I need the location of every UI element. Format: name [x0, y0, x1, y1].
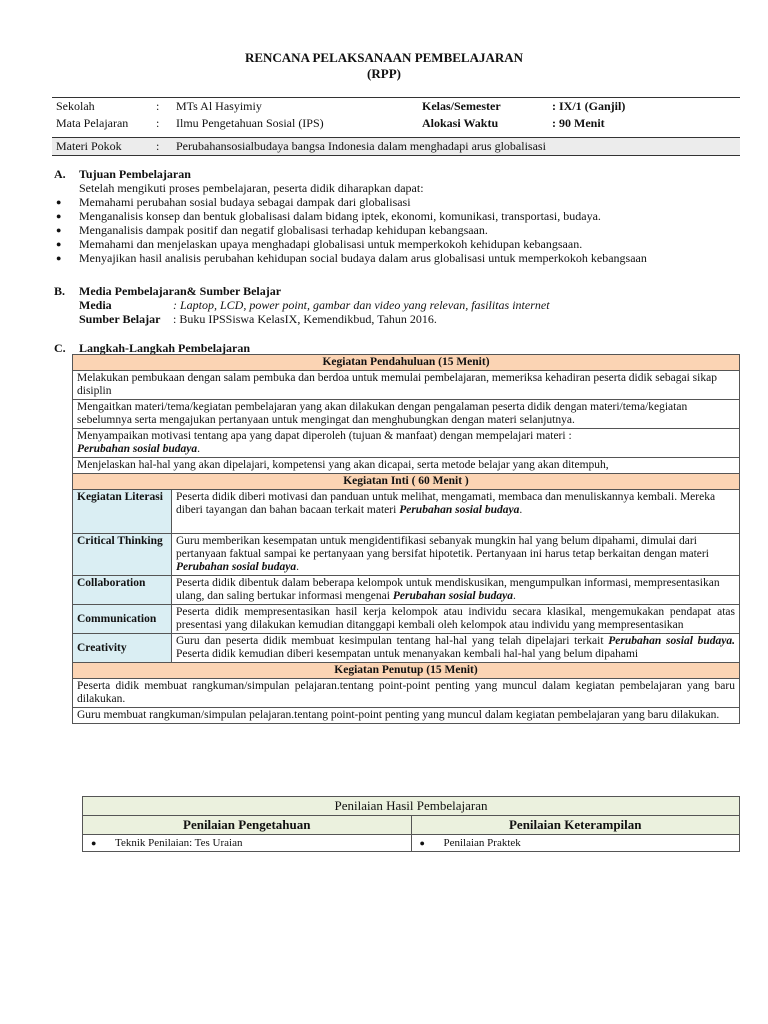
subject-label: Mata Pelajaran [56, 116, 129, 130]
colon: : [156, 116, 160, 130]
section-title: Media Pembelajaran& Sumber Belajar [79, 284, 282, 298]
materi-value: Perubahansosialbudaya bangsa Indonesia dalam menghadapi arus globalisasi [176, 139, 546, 153]
colon: : [156, 99, 160, 113]
inti-after: . [296, 561, 300, 573]
inti-cell [172, 605, 740, 634]
penutup-cell: Peserta didik membuat rangkuman/simpulan pelajaran.tentang point-point penting yang muncul dalam kegiatan pembelajaran yang baru dilakukan. [73, 679, 740, 708]
inti-text: Peserta didik mempresentasikan hasil kerja kelompok atau individu secara klasikal, mengemukakan pendapat atas presentasi yang dilakukan kemudian ditanggapi kembali oleh kelompok atau individu yang mempresentasikan [176, 606, 735, 631]
penilaian-keterampilan-item [411, 835, 740, 852]
class-label: Kelas/Semester [422, 99, 501, 113]
sumber-row [54, 312, 744, 326]
item-text: Penilaian Praktek [443, 837, 521, 849]
table-row [73, 474, 740, 490]
inti-topic: Perubahan sosial budaya [176, 561, 297, 573]
bullet-icon: ● [91, 838, 97, 848]
section-heading [54, 341, 250, 355]
table-row [73, 534, 740, 576]
inti-label: Collaboration [73, 576, 172, 605]
section-letter: B. [54, 284, 66, 298]
school-label: Sekolah [56, 99, 95, 113]
document-subtitle: (RPP) [367, 66, 401, 81]
inti-after: . [512, 590, 516, 602]
media-label: Media [79, 298, 112, 312]
identity-table [52, 97, 740, 135]
school-value: MTs Al Hasyimiy [176, 99, 262, 113]
inti-label: Creativity [73, 634, 172, 663]
pendahuluan-cell: Mengaitkan materi/tema/kegiatan pembelajaran yang akan dilakukan dengan pengalaman peserta didik dengan materi/tema/kegiatan sebelumnya serta mengajukan pertanyaan untuk mengingat dan menghubungkan dengan materi selanjutnya. [73, 400, 740, 429]
table-row [73, 576, 740, 605]
section-langkah [54, 341, 250, 355]
list-item: ● Memahami dan menjelaskan upaya menghadapi globalisasi untuk memperkokoh kehidupan kebangsaan. [54, 237, 744, 251]
inti-text: Guru dan peserta didik membuat kesimpulan tentang hal-hal yang telah dipelajari terkait [176, 635, 609, 647]
subject-value: Ilmu Pengetahuan Sosial (IPS) [176, 116, 324, 130]
list-item: ● Memahami perubahan sosial budaya sebagai dampak dari globalisasi [54, 195, 744, 209]
inti-label: Critical Thinking [73, 534, 172, 576]
document-title: RENCANA PELAKSANAAN PEMBELAJARAN [244, 50, 524, 65]
table-row [73, 663, 740, 679]
inti-cell [172, 634, 740, 663]
motivasi-text: Menyampaikan motivasi tentang apa yang dapat diperoleh (tujuan & manfaat) dengan mempelajari materi : [77, 430, 572, 442]
table-row [73, 605, 740, 634]
sumber-label: Sumber Belajar [79, 312, 161, 326]
inti-text: Peserta didik dibentuk dalam beberapa kelompok untuk mendiskusikan, mengumpulkan informasi, mempresentasikan ulang, dan saling bertukar informasi mengenai [176, 577, 720, 602]
section-title: Langkah-Langkah Pembelajaran [79, 341, 251, 355]
materi-label: Materi Pokok [56, 139, 122, 153]
list-item: ● Menganalisis dampak positif dan negatif globalisasi terhadap kehidupan kebangsaan. [54, 223, 744, 237]
class-value: : IX/1 (Ganjil) [552, 99, 626, 113]
penilaian-title: Penilaian Hasil Pembelajaran [83, 797, 740, 816]
tujuan-list [54, 195, 744, 265]
bullet-icon: ● [419, 838, 425, 848]
langkah-table [72, 354, 740, 724]
colon: : [156, 139, 160, 153]
table-row [73, 458, 740, 474]
item-text: Teknik Penilaian: Tes Uraian [115, 837, 243, 849]
inti-label: Communication [73, 605, 172, 634]
inti-label: Kegiatan Literasi [73, 490, 172, 534]
pendahuluan-header: Kegiatan Pendahuluan (15 Menit) [73, 355, 740, 371]
section-media [54, 284, 744, 326]
inti-cell [172, 490, 740, 534]
penutup-cell: Guru membuat rangkuman/simpulan pelajaran.tentang point-point penting yang muncul dalam kegiatan pembelajaran yang baru dilakukan. [73, 708, 740, 724]
section-letter: C. [54, 341, 66, 355]
time-label: Alokasi Waktu [422, 116, 499, 130]
pendahuluan-cell: Melakukan pembukaan dengan salam pembuka dan berdoa untuk memulai pembelajaran, memeriksa kehadiran peserta didik sebagai sikap disiplin [73, 371, 740, 400]
section-title: Tujuan Pembelajaran [79, 167, 191, 181]
penilaian-pengetahuan-item [83, 835, 412, 852]
inti-after: Peserta didik kemudian diberi kesempatan untuk menanyakan kembali hal-hal yang belum dipahami [176, 648, 639, 660]
table-row [73, 371, 740, 400]
penilaian-keterampilan-header: Penilaian Keterampilan [411, 816, 740, 835]
table-row [83, 835, 740, 852]
penilaian-pengetahuan-header: Penilaian Pengetahuan [83, 816, 412, 835]
list-item: ● Menyajikan hasil analisis perubahan kehidupan social budaya dalam arus globalisasi untuk memperkokoh kebangsaan [54, 251, 744, 265]
motivasi-topic: Perubahan sosial budaya [77, 443, 198, 455]
table-row [73, 429, 740, 458]
pendahuluan-cell: Menjelaskan hal-hal yang akan dipelajari, kompetensi yang akan dicapai, serta metode belajar yang akan ditempuh, [73, 458, 740, 474]
list-item: ● Menganalisis konsep dan bentuk globalisasi dalam bidang iptek, ekonomi, komunikasi, transportasi, budaya. [54, 209, 744, 223]
table-row [83, 797, 740, 816]
media-value: : Laptop, LCD, power point, gambar dan video yang relevan, fasilitas internet [173, 298, 550, 312]
section-letter: A. [54, 167, 66, 181]
media-row [54, 298, 744, 312]
table-row [83, 816, 740, 835]
table-row [73, 634, 740, 663]
inti-header: Kegiatan Inti ( 60 Menit ) [73, 474, 740, 490]
tujuan-intro: Setelah mengikuti proses pembelajaran, peserta didik diharapkan dapat: [79, 181, 424, 195]
identity-row [52, 98, 740, 116]
table-row [73, 490, 740, 534]
table-row [73, 708, 740, 724]
inti-text: Peserta didik diberi motivasi dan panduan untuk melihat, mengamati, membaca dan menuliskannya kembali. Mereka diberi tayangan dan bahan bacaan terkait materi [176, 491, 716, 516]
inti-cell [172, 576, 740, 605]
identity-row [52, 115, 740, 135]
section-tujuan [54, 167, 744, 265]
inti-topic: Perubahan sosial budaya [399, 504, 520, 516]
materi-row [52, 138, 740, 156]
time-value: : 90 Menit [552, 116, 605, 130]
section-heading [54, 167, 744, 181]
sumber-value: : Buku IPSSiswa KelasIX, Kemendikbud, Tahun 2016. [173, 312, 437, 326]
section-heading [54, 284, 744, 298]
penutup-header: Kegiatan Penutup (15 Menit) [73, 663, 740, 679]
inti-text: Guru memberikan kesempatan untuk mengidentifikasi sebanyak mungkin hal yang belum dipahami, dimulai dari pertanyaan faktual sampai ke pertanyaan yang bersifat hipotetik. Pertanyaan ini harus tetap berkaitan dengan materi [176, 535, 709, 560]
pendahuluan-cell: Menyampaikan motivasi tentang apa yang dapat diperoleh (tujuan & manfaat) dengan mempelajari materi : Perubahan sosial budaya. [73, 429, 740, 458]
inti-topic: Perubahan sosial budaya [392, 590, 513, 602]
table-row [73, 400, 740, 429]
inti-cell [172, 534, 740, 576]
inti-after: . [519, 504, 523, 516]
inti-topic: Perubahan sosial budaya. [608, 635, 735, 647]
penilaian-table [82, 796, 740, 852]
table-row [73, 679, 740, 708]
materi-pokok-table [52, 137, 740, 156]
table-row [73, 355, 740, 371]
